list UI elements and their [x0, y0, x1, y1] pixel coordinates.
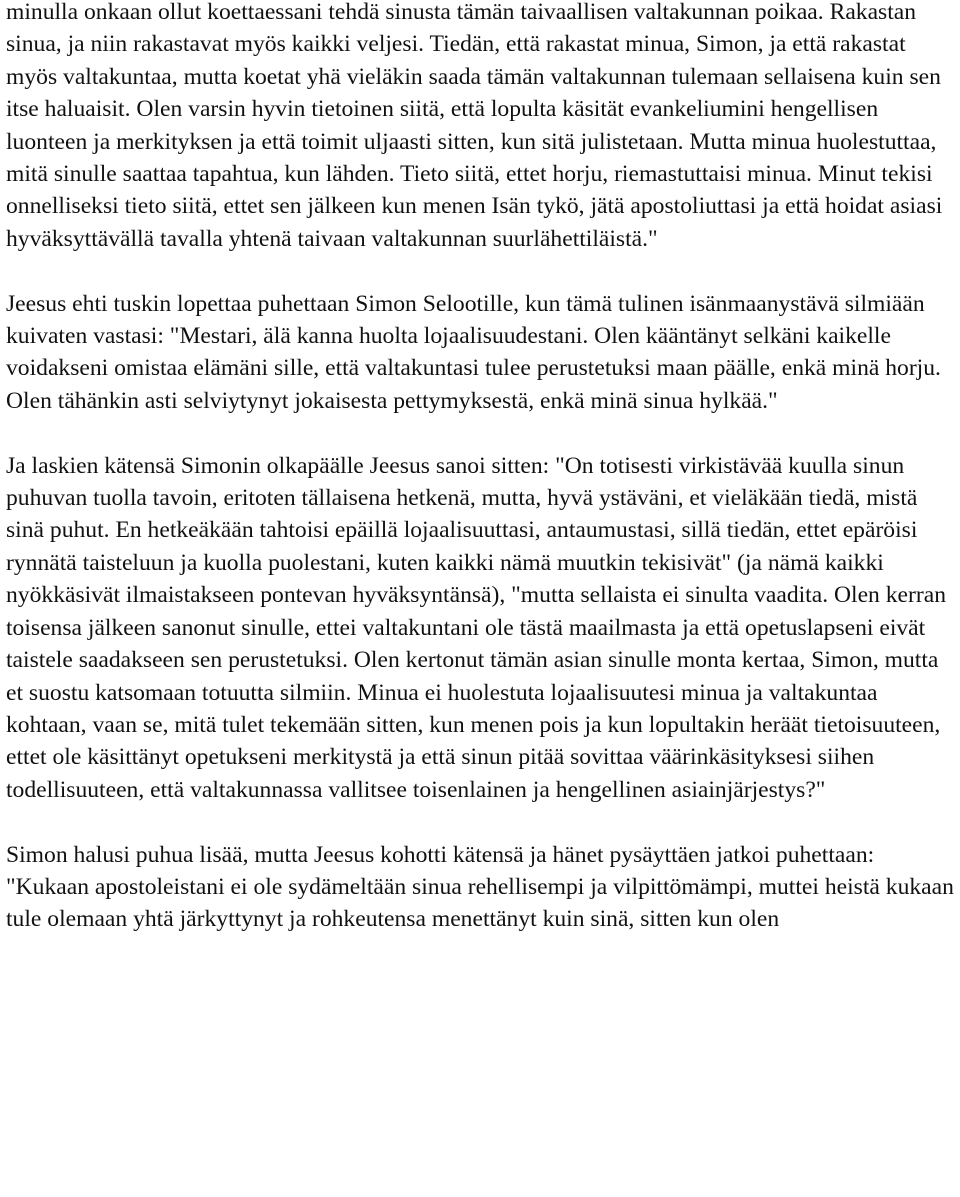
- paragraph-1: minulla onkaan ollut koettaessani tehdä sinusta tämän taivaallisen valtakunnan poikaa. Rakastan sinua, ja niin rakastavat myös kaikki veljesi. Tiedän, että rakastat minua, Simon, ja että rakastat myös valtakuntaa, mutta koetat yhä vieläkin saada tämän valtakunnan tulemaan sellaisena kuin sen itse haluaisit. Olen varsin hyvin tietoinen siitä, että lopulta käsität evankeliumini hengellisen luonteen ja merkityksen ja että toimit uljaasti sitten, kun sitä julistetaan. Mutta minua huolestuttaa, mitä sinulle saattaa tapahtua, kun lähden. Tieto siitä, ettet horju, riemastuttaisi minua. Minut tekisi onnelliseksi tieto siitä, ettet sen jälkeen kun menen Isän tykö, jätä apostoliuttasi ja että hoidat asiasi hyväksyttävällä tavalla yhtenä taivaan valtakunnan suurlähettiläistä.": [6, 0, 943, 252]
- paragraph-2: Jeesus ehti tuskin lopettaa puhettaan Simon Selootille, kun tämä tulinen isänmaanystävä silmiään kuivaten vastasi: "Mestari, älä kanna huolta lojaalisuudestani. Olen kääntänyt selkäni kaikelle voidakseni omistaa elämäni sille, että valtakuntasi tulee perustetuksi maan päälle, enkä minä horju. Olen tähänkin asti selviytynyt jokaisesta pettymyksestä, enkä minä sinua hylkää.": [6, 290, 941, 414]
- paragraph-4: Simon halusi puhua lisää, mutta Jeesus kohotti kätensä ja hänet pysäyttäen jatkoi puhettaan: "Kukaan apostoleistani ei ole sydämeltään sinua rehellisempi ja vilpittömämpi, muttei heistä kukaan tule olemaan yhtä järkyttynyt ja rohkeutensa menettänyt kuin sinä, sitten kun olen: [6, 841, 954, 933]
- paragraph-3: Ja laskien kätensä Simonin olkapäälle Jeesus sanoi sitten: "On totisesti virkistävää kuulla sinun puhuvan tuolla tavoin, eritoten tällaisena hetkenä, mutta, hyvä ystäväni, et vieläkään tiedä, mistä sinä puhut. En hetkeäkään tahtoisi epäillä lojaalisuuttasi, antaumustasi, sillä tiedän, ettet epäröisi rynnätä taisteluun ja kuolla puolestani, kuten kaikki nämä muutkin tekisivät" (ja nämä kaikki nyökkäsivät ilmaistakseen pontevan hyväksyntänsä), "mutta sellaista ei sinulta vaadita. Olen kerran toisensa jälkeen sanonut sinulle, ettei valtakuntani ole tästä maailmasta ja että opetuslapseni eivät taistele saadakseen sen perustetuksi. Olen kertonut tämän asian sinulle monta kertaa, Simon, mutta et suostu katsomaan totuutta silmiin. Minua ei huolestuta lojaalisuutesi minua ja valtakuntaa kohtaan, vaan se, mitä tulet tekemään sitten, kun menen pois ja kun lopultakin heräät tietoisuuteen, ettet ole käsittänyt opetukseni merkitystä ja että sinun pitää sovittaa väärinkäsityksesi siihen todellisuuteen, että valtakunnassa vallitsee toisenlainen ja hengellinen asiainjärjestys?": [6, 452, 947, 803]
- document-body: [6, 0, 958, 936]
